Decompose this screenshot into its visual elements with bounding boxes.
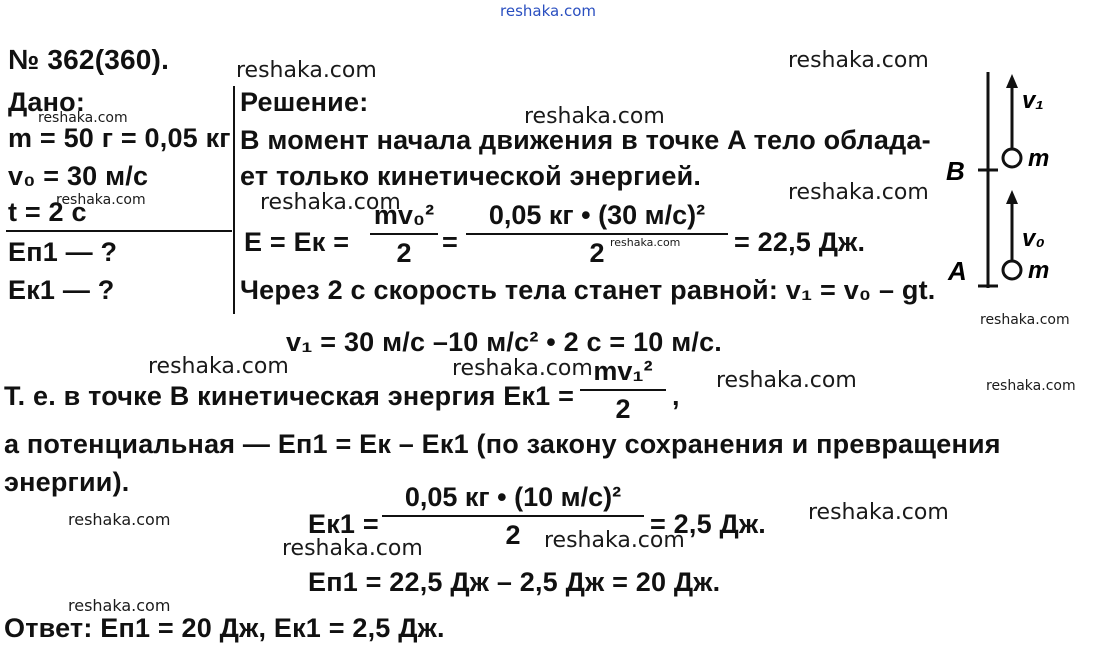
given-mass: m = 50 г = 0,05 кг: [8, 123, 231, 153]
watermark: reshaka.com: [524, 104, 665, 129]
velocity-label-top: v₁: [1022, 87, 1044, 114]
eq2-fraction-bar: [382, 515, 644, 517]
velocity-arrowhead-bottom: [1006, 190, 1018, 204]
watermark: reshaka.com: [788, 48, 929, 73]
watermark: reshaka.com: [980, 312, 1070, 328]
find-potential: Eп1 — ?: [8, 237, 118, 267]
mass-point-A: [1003, 261, 1021, 279]
watermark: reshaka.com: [260, 190, 401, 215]
eq2-left: Eк1 =: [308, 509, 379, 539]
eq1-denominator-1: 2: [396, 238, 412, 268]
given-title: Дано:: [8, 87, 86, 117]
mass-label-bottom: m: [1028, 257, 1050, 284]
line5-fraction: [580, 356, 666, 424]
solution-line-2: ет только кинетической энергией.: [240, 161, 702, 191]
watermark: reshaka.com: [610, 236, 681, 249]
watermark: reshaka.com: [56, 192, 146, 208]
solution-line-6: а потенциальная — Eп1 = Eк – Eк1 (по закону сохранения и превращения: [4, 429, 1001, 459]
watermark: reshaka.com: [788, 180, 929, 205]
watermark: reshaka.com: [236, 58, 377, 83]
eq1-numerator-1: mv₀²: [373, 200, 435, 230]
line5-fraction-bar: [580, 389, 666, 391]
eq1-result: = 22,5 Дж.: [734, 227, 866, 257]
eq1-equals: =: [442, 227, 458, 257]
line5-denominator: 2: [615, 394, 631, 424]
solution-line-1: В момент начала движения в точке A тело облада-: [240, 125, 931, 155]
watermark: reshaka.com: [544, 528, 685, 553]
solution-line-5: Т. е. в точке B кинетическая энергия Eк1 =: [4, 381, 575, 411]
solution-line-3: Через 2 с скорость тела станет равной: v₁ = v₀ – gt.: [240, 275, 936, 305]
watermark: reshaka.com: [38, 110, 128, 126]
eq1-fraction-bar-1: [370, 233, 438, 235]
eq1-denominator-2: 2: [589, 238, 605, 268]
watermark: reshaka.com: [148, 354, 289, 379]
label-B: B: [946, 156, 965, 186]
given-divider: [6, 230, 232, 232]
watermark: reshaka.com: [452, 356, 593, 381]
solution-line-7: энергии).: [4, 467, 130, 497]
eq2-result: = 2,5 Дж.: [650, 509, 766, 539]
given-velocity: v₀ = 30 м/с: [8, 161, 149, 191]
eq2-denominator: 2: [505, 520, 521, 550]
given-time: t = 2 с: [8, 197, 87, 227]
given-solution-separator: [233, 86, 235, 314]
watermark: reshaka.com: [716, 368, 857, 393]
motion-diagram: [940, 68, 1070, 298]
watermark: reshaka.com: [68, 596, 171, 615]
eq1-fraction-2: [466, 200, 728, 268]
solution-line-4: v₁ = 30 м/с –10 м/с² • 2 с = 10 м/с.: [286, 327, 722, 357]
watermark: reshaka.com: [986, 378, 1076, 394]
watermark: reshaka.com: [808, 500, 949, 525]
line5-numerator: mv₁²: [593, 356, 653, 386]
label-A: A: [948, 256, 967, 286]
velocity-label-bottom: v₀: [1022, 225, 1045, 252]
eq2-numerator: 0,05 кг • (10 м/с)²: [404, 482, 622, 512]
solution-title: Решение:: [240, 87, 369, 117]
velocity-arrowhead-top: [1006, 74, 1018, 88]
problem-number: № 362(360).: [8, 44, 170, 75]
eq3: Eп1 = 22,5 Дж – 2,5 Дж = 20 Дж.: [308, 567, 721, 597]
eq1-left: E = Eк =: [244, 227, 350, 257]
eq1-fraction-bar-2: [466, 233, 728, 235]
mass-label-top: m: [1028, 145, 1050, 172]
eq1-numerator-2: 0,05 кг • (30 м/с)²: [488, 200, 706, 230]
watermark-top: reshaka.com: [500, 2, 596, 20]
line5-comma: ,: [672, 381, 680, 411]
find-kinetic: Eк1 — ?: [8, 275, 115, 305]
watermark: reshaka.com: [68, 510, 171, 529]
mass-point-B: [1003, 149, 1021, 167]
answer: Ответ: Eп1 = 20 Дж, Eк1 = 2,5 Дж.: [4, 613, 445, 643]
watermark: reshaka.com: [282, 536, 423, 561]
